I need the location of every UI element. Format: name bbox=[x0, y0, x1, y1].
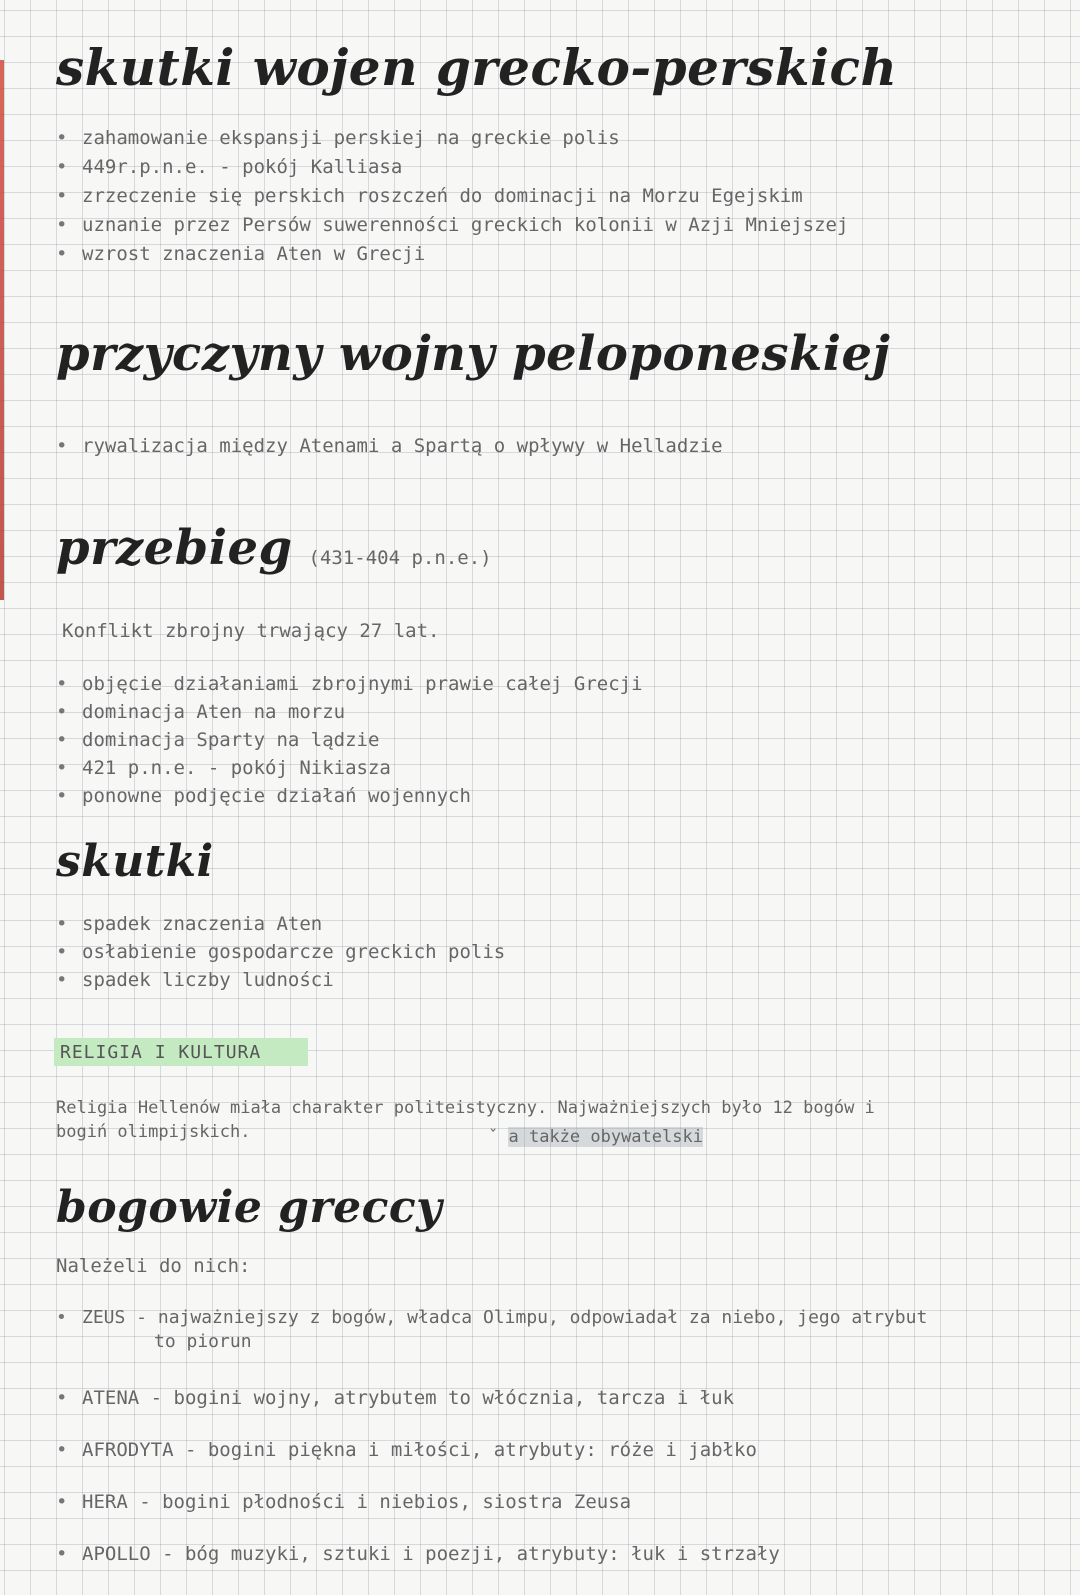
bullet-icon: • bbox=[56, 214, 68, 236]
list-item: • spadek liczby ludności bbox=[56, 966, 505, 994]
bullet-icon: • bbox=[56, 1307, 67, 1328]
bullet-icon: • bbox=[56, 1491, 68, 1513]
list-bogowie-4 bbox=[56, 1488, 631, 1516]
list-item: • uznanie przez Persów suwerenności greckich kolonii w Azji Mniejszej bbox=[56, 211, 848, 240]
list-item: • ponowne podjęcie działań wojennych bbox=[56, 782, 643, 810]
list-skutki bbox=[56, 910, 505, 994]
bullet-icon: • bbox=[56, 435, 68, 457]
bullet-icon: • bbox=[56, 757, 68, 779]
list-item: • APOLLO - bóg muzyki, sztuki i poezji, atrybuty: łuk i strzały bbox=[56, 1540, 780, 1568]
list-bogowie-5 bbox=[56, 1540, 780, 1568]
list-item: • osłabienie gospodarcze greckich polis bbox=[56, 938, 505, 966]
list-item: • 421 p.n.e. - pokój Nikiasza bbox=[56, 754, 643, 782]
bullet-icon: • bbox=[56, 913, 68, 935]
list-item: • spadek znaczenia Aten bbox=[56, 910, 505, 938]
list-bogowie bbox=[56, 1306, 927, 1354]
religion-text-line1: Religia Hellenów miała charakter politeistyczny. Najważniejszych było 12 bogów i bbox=[56, 1098, 875, 1118]
bullet-icon: • bbox=[56, 673, 68, 695]
bullet-icon: • bbox=[56, 729, 68, 751]
heading-skutki-wojen: skutki wojen grecko-perskich bbox=[56, 38, 898, 97]
caret-icon: ˇ bbox=[488, 1127, 509, 1147]
list-item: • rywalizacja między Atenami a Spartą o wpływy w Helladzie bbox=[56, 432, 723, 461]
heading-przebieg: przebieg (431-404 p.n.e.) bbox=[56, 520, 492, 576]
list-przebieg bbox=[56, 670, 643, 810]
list-item: • AFRODYTA - bogini piękna i miłości, atrybuty: róże i jabłko bbox=[56, 1436, 757, 1464]
bullet-icon: • bbox=[56, 156, 68, 178]
bullet-icon: • bbox=[56, 785, 68, 807]
section-label-religia: RELIGIA I KULTURA bbox=[54, 1038, 308, 1066]
list-item: • zrzeczenie się perskich roszczeń do dominacji na Morzu Egejskim bbox=[56, 182, 848, 211]
bullet-icon: • bbox=[56, 127, 68, 149]
date-range: (431-404 p.n.e.) bbox=[308, 547, 492, 569]
list-item: • wzrost znaczenia Aten w Grecji bbox=[56, 240, 848, 269]
bullet-icon: • bbox=[56, 969, 68, 991]
bullet-icon: • bbox=[56, 243, 68, 265]
bullet-icon: • bbox=[56, 941, 68, 963]
list-przyczyny bbox=[56, 432, 723, 461]
list-item: • 449r.p.n.e. - pokój Kalliasa bbox=[56, 153, 848, 182]
list-item: • objęcie działaniami zbrojnymi prawie całej Grecji bbox=[56, 670, 643, 698]
page-margin-edge bbox=[0, 60, 4, 600]
list-item: • HERA - bogini płodności i niebios, siostra Zeusa bbox=[56, 1488, 631, 1516]
list-bogowie-2 bbox=[56, 1384, 734, 1412]
heading-skutki: skutki bbox=[56, 836, 214, 887]
bullet-icon: • bbox=[56, 1439, 68, 1461]
list-bogowie-3 bbox=[56, 1436, 757, 1464]
bullet-icon: • bbox=[56, 1543, 68, 1565]
religion-text-line2: bogiń olimpijskich. bbox=[56, 1122, 251, 1142]
list-item: • dominacja Aten na morzu bbox=[56, 698, 643, 726]
heading-przyczyny: przyczyny wojny peloponeskiej bbox=[56, 326, 891, 382]
religion-insert: ˇ a także obywatelski bbox=[488, 1127, 703, 1147]
bogowie-intro: Należeli do nich: bbox=[56, 1255, 251, 1277]
bullet-icon: • bbox=[56, 701, 68, 723]
list-item: • zahamowanie ekspansji perskiej na greckie polis bbox=[56, 124, 848, 153]
heading-bogowie: bogowie greccy bbox=[56, 1182, 443, 1233]
bullet-icon: • bbox=[56, 185, 68, 207]
list-item: • ATENA - bogini wojny, atrybutem to włócznia, tarcza i łuk bbox=[56, 1384, 734, 1412]
list-item: • dominacja Sparty na lądzie bbox=[56, 726, 643, 754]
list-item: • ZEUS - najważniejszy z bogów, władca Olimpu, odpowiadał za niebo, jego atrybut to piorun bbox=[56, 1307, 928, 1352]
przebieg-intro: Konflikt zbrojny trwający 27 lat. bbox=[62, 620, 440, 642]
bullet-icon: • bbox=[56, 1387, 68, 1409]
list-skutki-wojen bbox=[56, 124, 848, 269]
